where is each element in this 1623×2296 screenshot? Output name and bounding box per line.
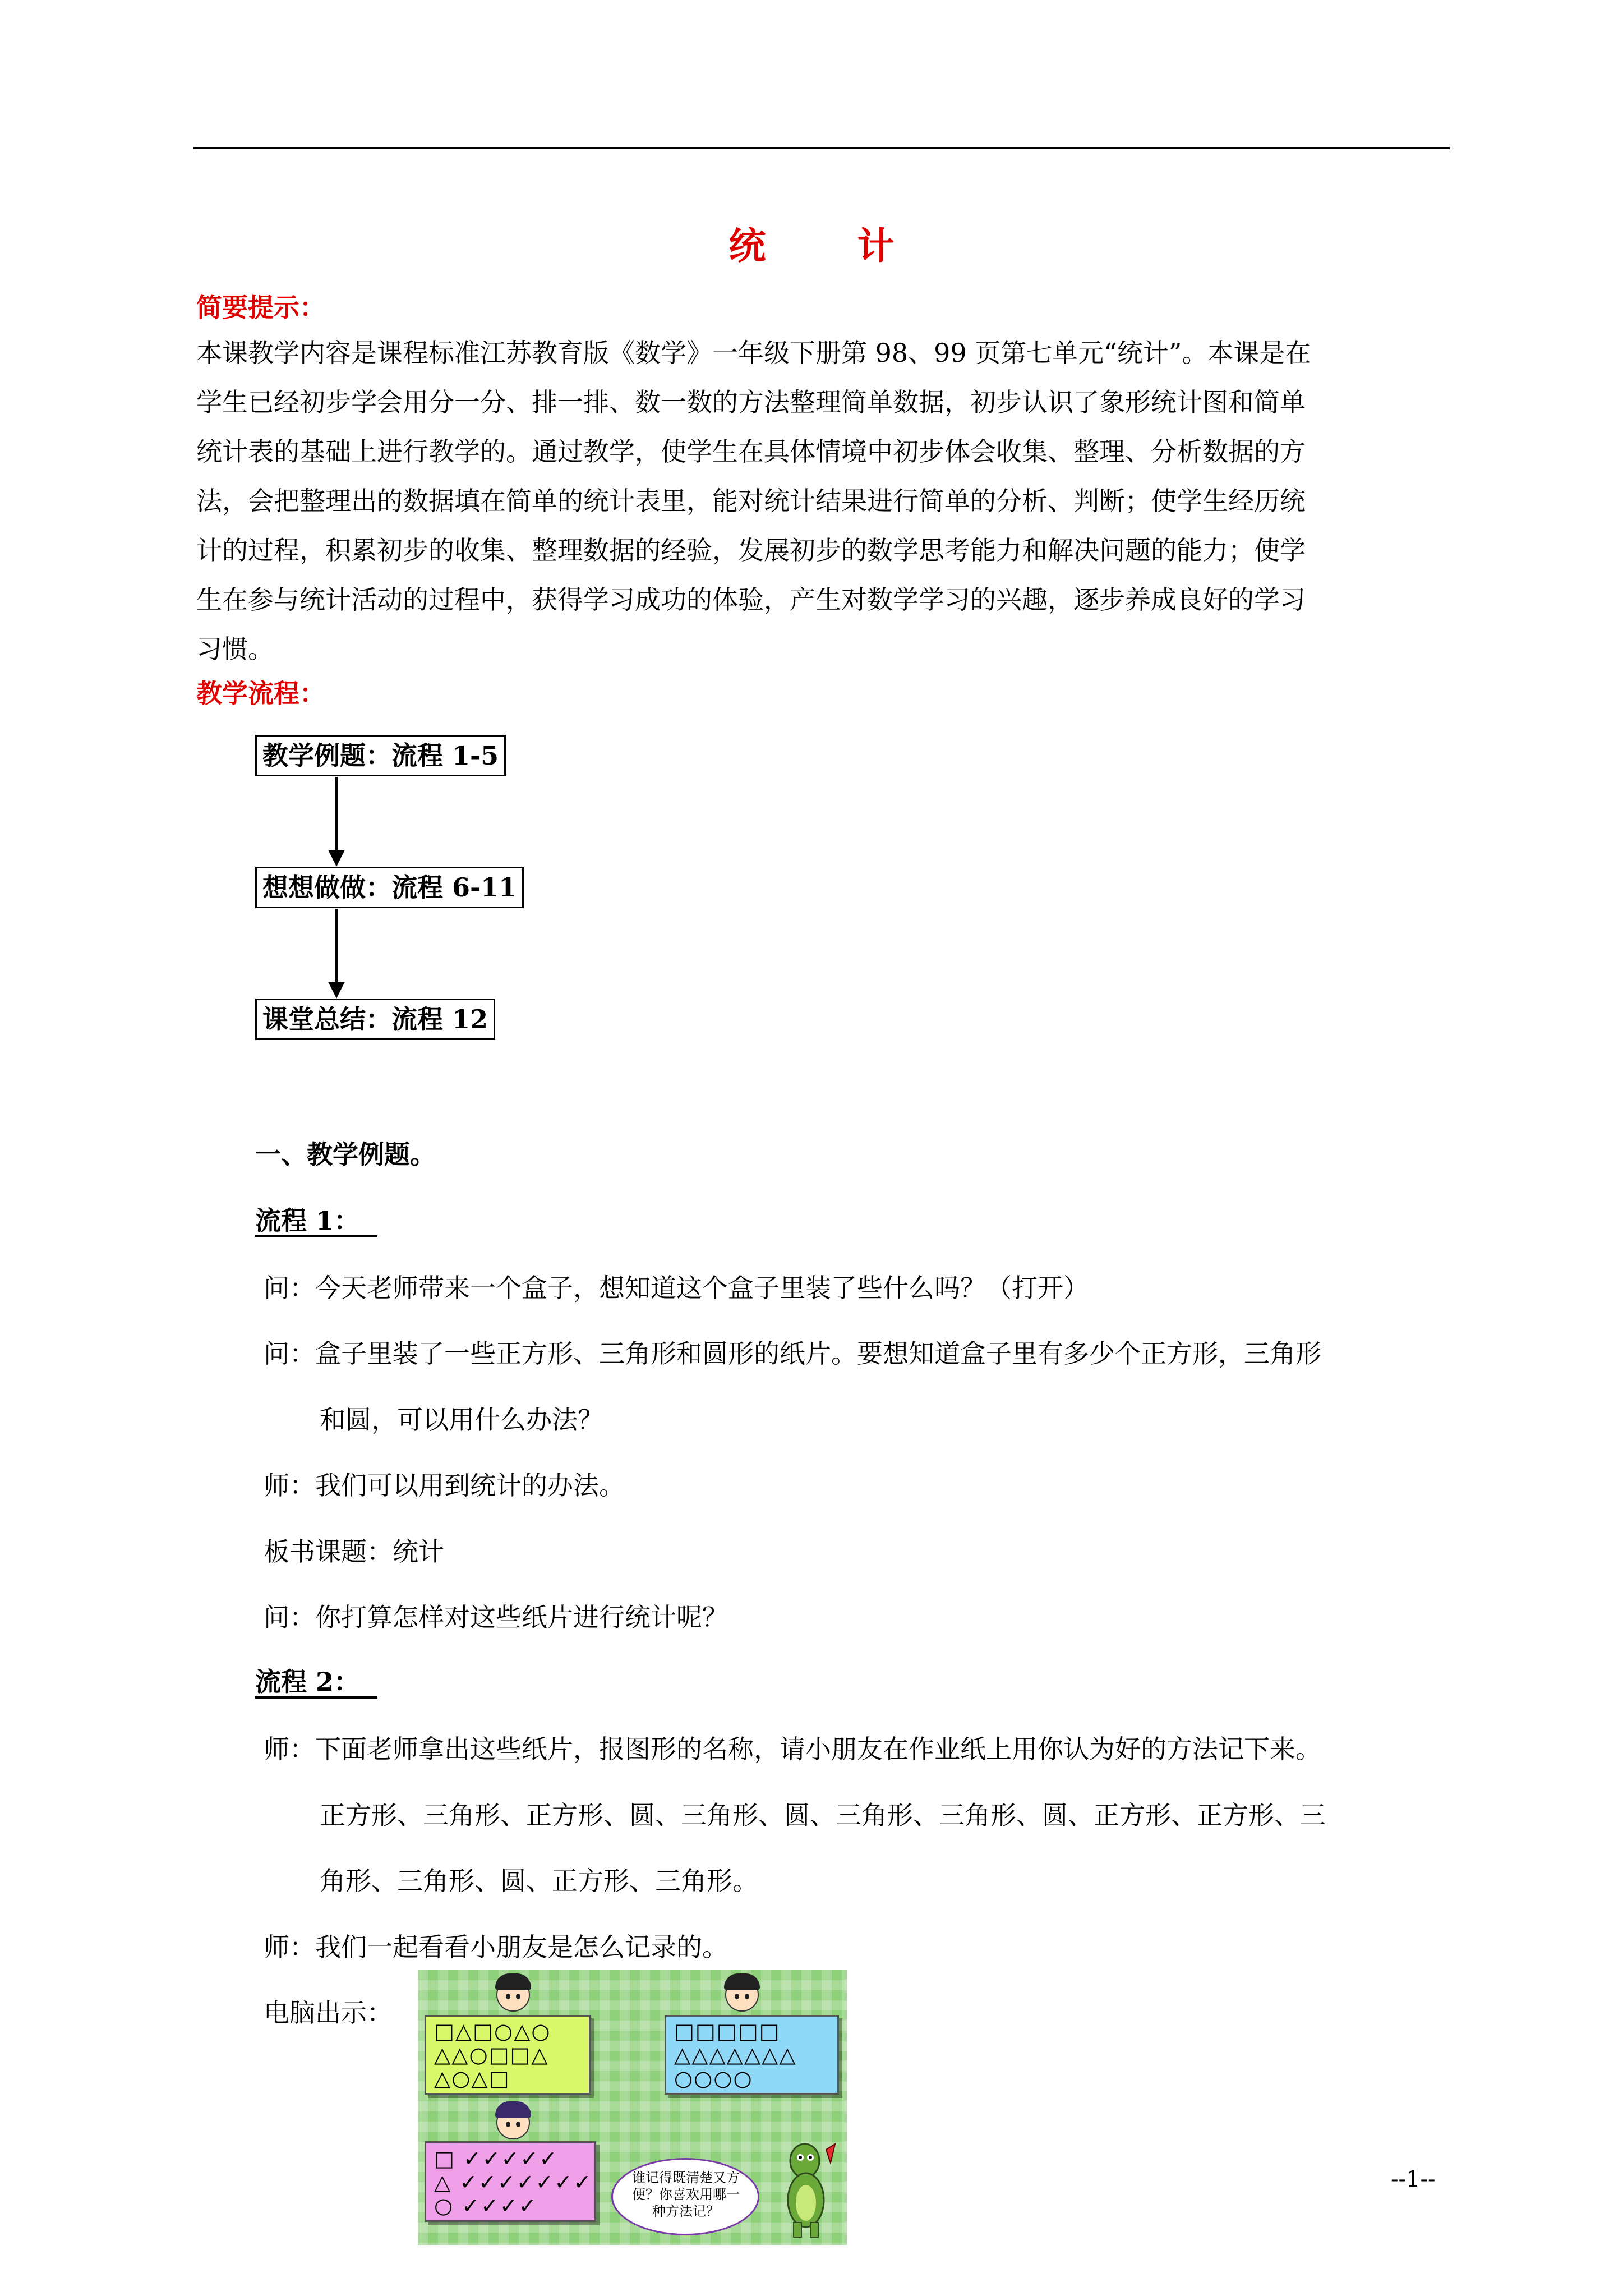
step2-line: 电脑出示： bbox=[264, 1998, 393, 2028]
boy-face-icon bbox=[496, 1978, 530, 2012]
step1-label: 流程 1： bbox=[255, 1205, 378, 1236]
intro-line: 本课教学内容是课程标准江苏教育版《数学》一年级下册第 98、99 页第七单元“统计”。本课是在 bbox=[196, 338, 1311, 368]
flow-arrow bbox=[335, 777, 338, 853]
tally-marks: ✓✓✓✓✓ bbox=[463, 2146, 559, 2171]
intro-line: 习惯。 bbox=[196, 634, 274, 664]
intro-line: 法，会把整理出的数据填在简单的统计表里，能对统计结果进行简单的分析、判断；使学生经历统 bbox=[196, 486, 1306, 516]
tally-row bbox=[434, 2194, 538, 2217]
dinosaur-mascot-icon bbox=[777, 2138, 838, 2239]
tally-shape: ○ bbox=[434, 2193, 454, 2218]
intro-line: 统计表的基础上进行教学的。通过教学，使学生在具体情境中初步体会收集、整理、分析数据的方 bbox=[196, 436, 1306, 467]
speech-bubble-text: 谁记得既清楚又方便？你喜欢用哪一种方法记？ bbox=[632, 2170, 740, 2219]
flow-arrow-head bbox=[328, 982, 345, 999]
record-card-grouped bbox=[665, 2015, 839, 2095]
tally-marks: ✓✓✓✓ bbox=[462, 2193, 538, 2218]
intro-paragraph bbox=[196, 328, 1447, 674]
intro-line: 计的过程，积累初步的收集、整理数据的经验，发展初步的数学思考能力和解决问题的能力；使学 bbox=[196, 535, 1306, 565]
section-heading: 一、教学例题。 bbox=[255, 1139, 436, 1170]
step1-line: 和圆，可以用什么办法？ bbox=[320, 1405, 603, 1435]
intro-line: 生在参与统计活动的过程中，获得学习成功的体验，产生对数学学习的兴趣，逐步养成良好的学习 bbox=[196, 585, 1306, 615]
step1-line: 师：我们可以用到统计的办法。 bbox=[264, 1470, 625, 1501]
step2-line: 角形、三角形、圆、正方形、三角形。 bbox=[320, 1866, 758, 1896]
step1-line: 问：今天老师带来一个盒子，想知道这个盒子里装了些什么吗？（打开） bbox=[264, 1273, 1089, 1303]
intro-heading: 简要提示： bbox=[196, 292, 325, 323]
tally-row bbox=[434, 2147, 558, 2170]
card-row: △△△△△△△ bbox=[674, 2042, 797, 2067]
card-row: ○○○○ bbox=[674, 2066, 753, 2091]
step2-label: 流程 2： bbox=[255, 1667, 378, 1697]
step2-line: 师：我们一起看看小朋友是怎么记录的。 bbox=[264, 1932, 728, 1962]
flow-arrow-head bbox=[328, 850, 345, 867]
step2-line: 正方形、三角形、正方形、圆、三角形、圆、三角形、三角形、圆、正方形、正方形、三 bbox=[320, 1800, 1326, 1830]
card-row: □□□□□ bbox=[674, 2019, 781, 2044]
girl-face-icon bbox=[725, 1978, 759, 2012]
flow-box-examples: 教学例题：流程 1-5 bbox=[255, 735, 506, 776]
flow-heading: 教学流程： bbox=[196, 678, 325, 708]
card-row: □△□○△○ bbox=[434, 2019, 551, 2044]
header-rule bbox=[193, 147, 1450, 149]
tally-row bbox=[434, 2171, 592, 2193]
computer-screen-illustration bbox=[418, 1970, 847, 2245]
card-row: △△○□□△ bbox=[434, 2042, 549, 2067]
tally-shape: □ bbox=[434, 2146, 455, 2171]
card-row: △○△□ bbox=[434, 2066, 510, 2091]
step1-line: 板书课题：统计 bbox=[264, 1536, 444, 1567]
flow-arrow bbox=[335, 909, 338, 984]
page-title: 统 计 bbox=[728, 224, 934, 268]
step2-line: 师：下面老师拿出这些纸片，报图形的名称，请小朋友在作业纸上用你认为好的方法记下来。 bbox=[264, 1734, 1321, 1764]
flow-box-summary: 课堂总结：流程 12 bbox=[255, 999, 495, 1040]
tally-marks: ✓✓✓✓✓✓✓ bbox=[459, 2170, 593, 2194]
step1-line: 问：盒子里装了一些正方形、三角形和圆形的纸片。要想知道盒子里有多少个正方形，三角形 bbox=[264, 1338, 1321, 1369]
page-number: --1-- bbox=[1391, 2166, 1436, 2192]
step1-line: 问：你打算怎样对这些纸片进行统计呢？ bbox=[264, 1602, 728, 1632]
boy-face-icon bbox=[496, 2106, 530, 2139]
record-card-tally bbox=[425, 2141, 596, 2222]
flow-box-practice: 想想做做：流程 6-11 bbox=[255, 867, 524, 908]
intro-line: 学生已经初步学会用分一分、排一排、数一数的方法整理简单数据，初步认识了象形统计图和简单 bbox=[196, 387, 1306, 417]
tally-shape: △ bbox=[434, 2170, 452, 2194]
record-card-sequence bbox=[425, 2015, 591, 2095]
